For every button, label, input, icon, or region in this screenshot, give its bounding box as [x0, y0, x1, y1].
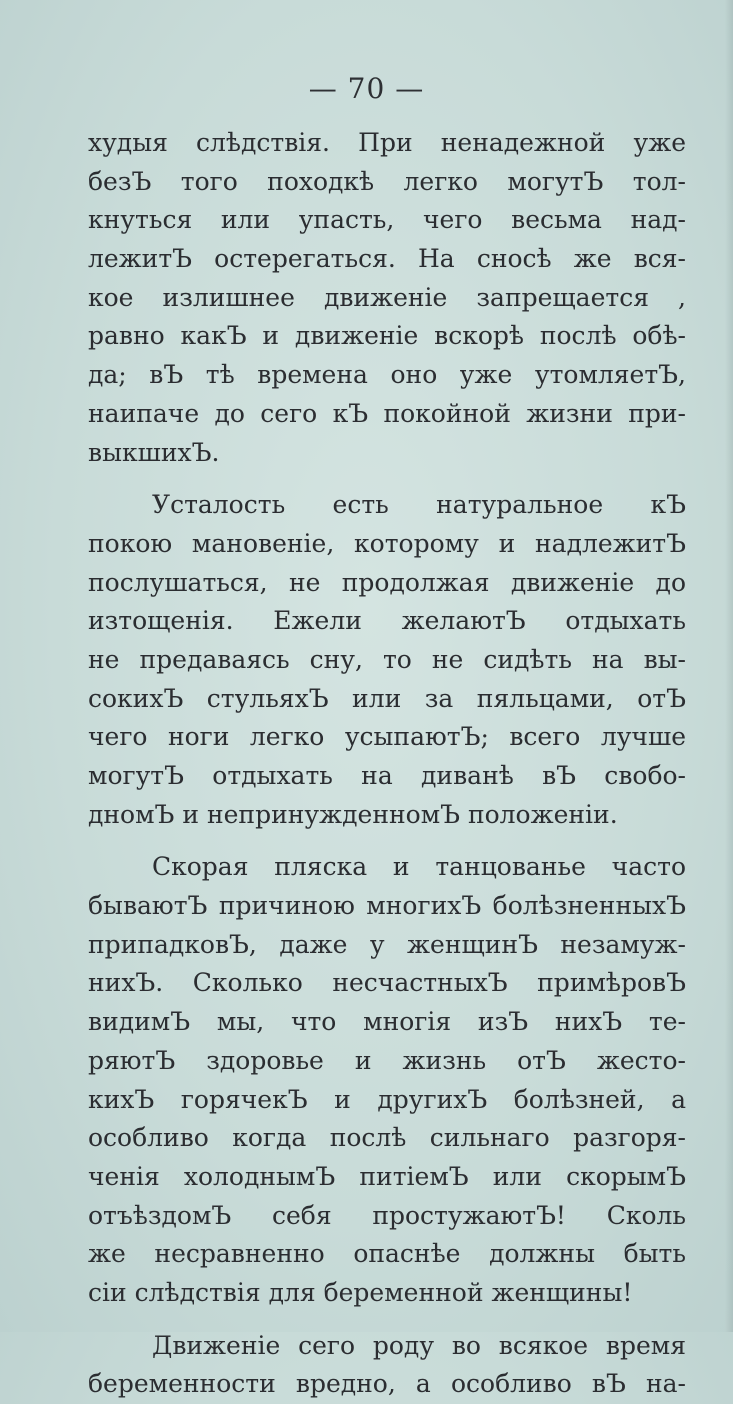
text-line: дномЪ и непринужденномЪ положеніи. [88, 799, 618, 829]
text-line: отъѣздомЪ себя простужаютЪ! Сколь [88, 1200, 686, 1230]
text-line: равно какЪ и движеніе вскорѣ послѣ обѣ- [88, 321, 686, 351]
text-line: послушаться, не продолжая движеніе до [88, 567, 686, 597]
page-edge-shadow [725, 0, 733, 1332]
text-line: лежитЪ остерегаться. На сносѣ же вся- [88, 244, 686, 274]
text-line: безЪ того походкѣ легко могутЪ тол- [88, 166, 686, 196]
text-line: ряютЪ здоровье и жизнь отЪ жесто- [88, 1045, 686, 1075]
text-line: чего ноги легко усыпаютЪ; всего лучше [88, 722, 686, 752]
text-line: худыя слѣдствія. При ненадежной уже [88, 128, 686, 157]
text-line: же несравненно опаснѣе должны быть [88, 1239, 686, 1269]
text-line: припадковЪ, даже у женщинЪ незамуж- [88, 929, 686, 959]
text-line: изтощенія. Ежели желаютЪ отдыхать [88, 606, 686, 636]
page-number: — 70 — [308, 72, 425, 105]
text-line: Скорая пляска и танцованье часто [152, 852, 686, 882]
text-line: Усталость есть натуральное кЪ [152, 490, 686, 520]
text-line: нихЪ. Сколько несчастныхЪ примѣровЪ [88, 968, 686, 998]
paragraph [88, 848, 686, 1312]
body-text [88, 124, 686, 1404]
text-line: наипаче до сего кЪ покойной жизни при- [88, 398, 686, 428]
text-line: выкшихЪ. [88, 437, 220, 467]
text-line: Движеніе сего роду во всякое время [152, 1330, 686, 1360]
paragraph [88, 124, 686, 472]
text-line: да; вЪ тѣ времена оно уже утомляетЪ, [88, 360, 686, 390]
text-line: видимЪ мы, что многія изЪ нихЪ те- [88, 1007, 686, 1037]
text-line: особливо когда послѣ сильнаго разгоря- [88, 1123, 686, 1153]
text-line: бываютЪ причиною многихЪ болѣзненныхЪ [88, 891, 686, 921]
text-line: не предаваясь сну, то не сидѣть на вы- [88, 644, 686, 674]
text-line: сокихЪ стульяхЪ или за пяльцами, отЪ [88, 683, 686, 713]
text-line: кнуться или упасть, чего весьма над- [88, 205, 686, 235]
text-line: беременности вредно, а особливо вЪ на- [88, 1369, 686, 1399]
text-line: покою мановеніе, которому и надлежитЪ [88, 528, 686, 558]
text-line: могутЪ отдыхать на диванѣ вЪ свобо- [88, 761, 686, 790]
text-line: ченія холоднымЪ питіемЪ или скорымЪ [88, 1161, 686, 1191]
text-line: кихЪ горячекЪ и другихЪ болѣзней, а [88, 1084, 686, 1114]
paragraph [88, 1327, 686, 1404]
text-line: сіи слѣдствія для беременной женщины! [88, 1277, 633, 1307]
text-line: кое излишнее движеніе запрещается , [88, 282, 686, 312]
paragraph [88, 486, 686, 834]
